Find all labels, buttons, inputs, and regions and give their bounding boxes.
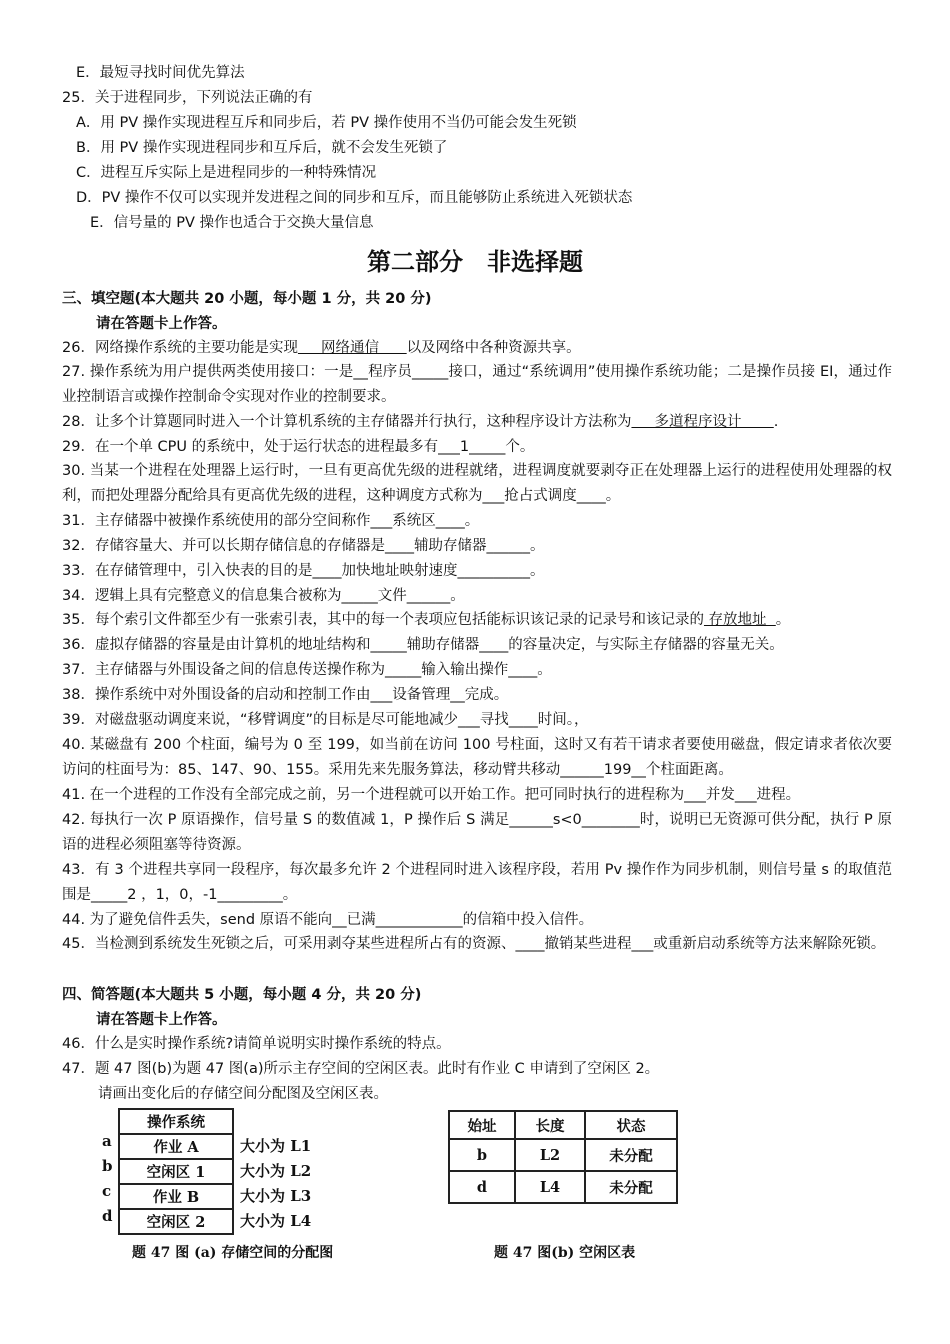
q25-option-e: E．信号量的 PV 操作也适合于交换大量信息 bbox=[90, 215, 374, 231]
size-l1: 大小为 L1 bbox=[240, 1137, 312, 1155]
q25-option-b: B．用 PV 操作实现进程同步和互斥后，就不会发生死锁了 bbox=[76, 140, 448, 156]
table-row bbox=[449, 1139, 677, 1171]
section4-instruction: 请在答题卡上作答。 bbox=[96, 1012, 227, 1028]
q42: 42. 每执行一次 P 原语操作，信号量 S 的数值减 1，P 操作后 S 满足______s<0________时，说明已无资源可供分配，执行 P 原语的进程必须阻塞等待资源。 bbox=[62, 812, 892, 853]
q35-text-b: 。 bbox=[775, 612, 791, 628]
figure-a bbox=[94, 1104, 394, 1274]
free-area-2-cell: 空闲区 2 bbox=[119, 1209, 233, 1234]
figure-b-caption: 题 47 图(b) 空闲区表 bbox=[494, 1245, 636, 1261]
q28-text-b: . bbox=[773, 414, 779, 430]
row2-length: L4 bbox=[515, 1171, 585, 1203]
q31: 31．主存储器中被操作系统使用的部分空间称作___系统区____。 bbox=[62, 513, 480, 529]
q39: 39．对磁盘驱动调度来说，“移臂调度”的目标是尽可能地减少___寻找____时间。， bbox=[62, 712, 589, 728]
size-l4: 大小为 L4 bbox=[240, 1212, 312, 1230]
row-letter-a: a bbox=[102, 1132, 112, 1150]
q38: 38．操作系统中对外围设备的启动和控制工作由___设备管理__完成。 bbox=[62, 687, 509, 703]
q37: 37．主存储器与外围设备之间的信息传送操作称为_____输入输出操作____。 bbox=[62, 662, 552, 678]
q40: 40. 某磁盘有 200 个柱面，编号为 0 至 199，如当前在访问 100 号柱面，这时又有若干请求者要使用磁盘，假定请求者依次要访问的柱面号为：85、147、90、155。采用先来先服务算法，移动臂共移动______199__个柱面距离。 bbox=[62, 737, 892, 778]
q25-option-c: C．进程互斥实际上是进程同步的一种特殊情况 bbox=[76, 165, 377, 181]
table-row bbox=[449, 1171, 677, 1203]
q26 bbox=[62, 337, 581, 359]
q43: 43．有 3 个进程共享同一段程序，每次最多允许 2 个进程同时进入该程序段，若用 Pv 操作作为同步机制，则信号量 s 的取值范围是_____2 ，1，0，-1_________。 bbox=[62, 862, 892, 903]
q47: 47．题 47 图(b)为题 47 图(a)所示主存空间的空闲区表。此时有作业 C 申请到了空闲区 2。 bbox=[62, 1061, 660, 1077]
q27: 27. 操作系统为用户提供两类使用接口：一是__程序员_____接口，通过“系统调用”使用操作系统功能；二是操作员接 EI，通过作业控制语言或操作控制命令实现对作业的控制要求。 bbox=[62, 364, 892, 405]
q30: 30. 当某一个进程在处理器上运行时，一旦有更高优先级的进程就绪，进程调度就要剥夺正在处理器上运行的进程使用处理器的权利，而把处理器分配给具有更高优先级的进程，这种调度方式称为___抢占式调度____。 bbox=[62, 463, 892, 504]
memory-allocation-table bbox=[118, 1108, 234, 1235]
row-letter-d: d bbox=[102, 1207, 113, 1225]
header-length: 长度 bbox=[515, 1111, 585, 1139]
header-status: 状态 bbox=[585, 1111, 677, 1139]
row2-status: 未分配 bbox=[585, 1171, 677, 1203]
q35 bbox=[62, 609, 790, 631]
q25-option-a: A．用 PV 操作实现进程互斥和同步后，若 PV 操作使用不当仍可能会发生死锁 bbox=[76, 115, 577, 131]
q34: 34．逻辑上具有完整意义的信息集合被称为_____文件______。 bbox=[62, 588, 465, 604]
q45: 45．当检测到系统发生死锁之后，可采用剥夺某些进程所占有的资源、____撤销某些进程___或重新启动系统等方法来解除死锁。 bbox=[62, 936, 886, 952]
row1-length: L2 bbox=[515, 1139, 585, 1171]
job-a-cell: 作业 A bbox=[119, 1134, 233, 1159]
row1-status: 未分配 bbox=[585, 1139, 677, 1171]
free-area-1-cell: 空闲区 1 bbox=[119, 1159, 233, 1184]
q33: 33．在存储管理中，引入快表的目的是____加快地址映射速度__________。 bbox=[62, 563, 545, 579]
q28 bbox=[62, 411, 778, 433]
q32: 32．存储容量大、并可以长期存储信息的存储器是____辅助存储器______。 bbox=[62, 538, 545, 554]
size-l3: 大小为 L3 bbox=[240, 1187, 312, 1205]
row1-start: b bbox=[449, 1139, 515, 1171]
size-l2: 大小为 L2 bbox=[240, 1162, 312, 1180]
q28-answer: 多道程序设计 bbox=[631, 414, 774, 430]
q26-text-b: 以及网络中各种资源共享。 bbox=[406, 340, 581, 356]
header-start-address: 始址 bbox=[449, 1111, 515, 1139]
section3-header: 三、填空题(本大题共 20 小题，每小题 1 分，共 20 分) bbox=[62, 291, 432, 307]
q26-answer: 网络通信 bbox=[297, 340, 407, 356]
figure-b bbox=[448, 1104, 688, 1274]
q24-option-e: E．最短寻找时间优先算法 bbox=[76, 65, 245, 81]
q29: 29．在一个单 CPU 的系统中，处于运行状态的进程最多有___1_____个。 bbox=[62, 439, 535, 455]
free-area-table bbox=[448, 1110, 678, 1204]
q47-continued: 请画出变化后的存储空间分配图及空闲区表。 bbox=[98, 1086, 388, 1102]
os-cell: 操作系统 bbox=[119, 1109, 233, 1134]
row-letter-c: c bbox=[102, 1182, 112, 1200]
q36: 36．虚拟存储器的容量是由计算机的地址结构和_____辅助存储器____的容量决定，与实际主存储器的容量无关。 bbox=[62, 637, 784, 653]
q28-text-a: 28．让多个计算题同时进入一个计算机系统的主存储器并行执行，这种程序设计方法称为 bbox=[62, 414, 632, 430]
q26-text-a: 26．网络操作系统的主要功能是实现 bbox=[62, 340, 298, 356]
q35-answer: 存放地址 bbox=[703, 612, 776, 628]
q25-stem: 25．关于进程同步，下列说法正确的有 bbox=[62, 90, 313, 106]
q35-text-a: 35．每个索引文件都至少有一张索引表，其中的每一个表项应包括能标识该记录的记录号和该记录的 bbox=[62, 612, 704, 628]
q46: 46．什么是实时操作系统?请简单说明实时操作系统的特点。 bbox=[62, 1036, 451, 1052]
row2-start: d bbox=[449, 1171, 515, 1203]
q41: 41. 在一个进程的工作没有全部完成之前，另一个进程就可以开始工作。把可同时执行的进程称为___并发___进程。 bbox=[62, 787, 801, 803]
q44: 44. 为了避免信件丢失，send 原语不能向__已满____________的信箱中投入信件。 bbox=[62, 912, 594, 928]
row-letter-b: b bbox=[102, 1157, 113, 1175]
figure-a-caption: 题 47 图 (a) 存储空间的分配图 bbox=[132, 1245, 334, 1261]
job-b-cell: 作业 B bbox=[119, 1184, 233, 1209]
q25-option-d: D．PV 操作不仅可以实现并发进程之间的同步和互斥，而且能够防止系统进入死锁状态 bbox=[76, 190, 633, 206]
section4-header: 四、简答题(本大题共 5 小题，每小题 4 分，共 20 分) bbox=[62, 987, 422, 1003]
section3-instruction: 请在答题卡上作答。 bbox=[96, 316, 227, 332]
part2-title: 第二部分 非选择题 bbox=[367, 247, 583, 276]
